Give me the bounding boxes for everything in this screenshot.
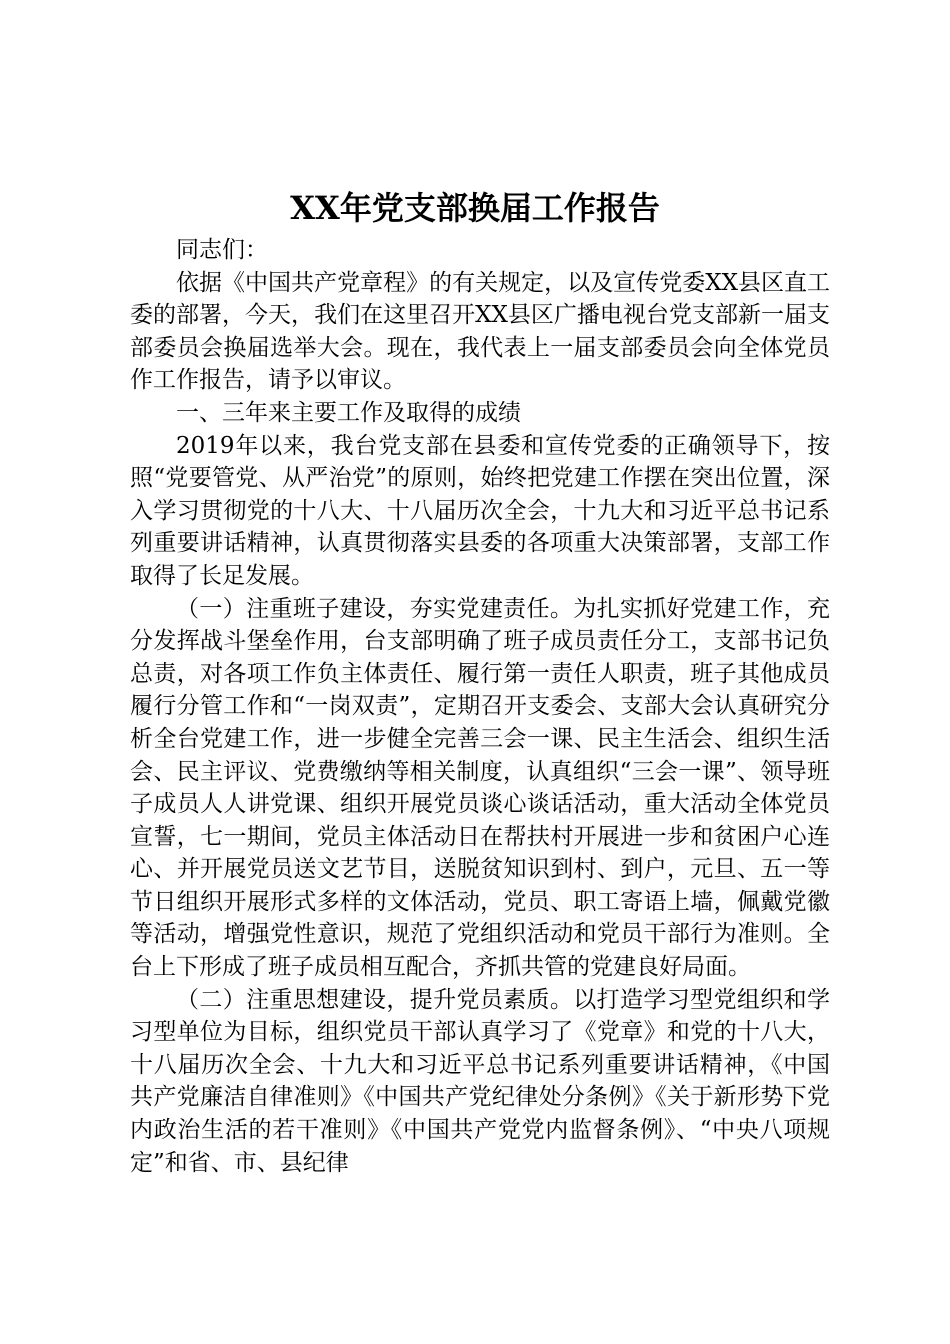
paragraph-intro: 依据《中国共产党章程》的有关规定，以及宣传党委XX县区直工委的部署，今天，我们在这里召开XX县区广播电视台党支部新一届支部委员会换届选举大会。现在，我代表上一届支部委员会向全体党员作工作报告，请予以审议。: [130, 269, 830, 394]
salutation: 同志们：: [176, 237, 268, 263]
section-heading: 一、三年来主要工作及取得的成绩: [176, 399, 521, 426]
paragraph-team-building: （一）注重班子建设，夯实党建责任。为扎实抓好党建工作，充分发挥战斗堡垒作用，台支部明确了班子成员责任分工，支部书记负总责，对各项工作负主体责任、履行第一责任人职责，班子其他成员履行分管工作和“一岗双责”，定期召开支委会、支部大会认真研究分析全台党建工作，进一步健全完善三会一课、民主生活会、组织生活会、民主评议、党费缴纳等相关制度，认真组织“三会一课”、领导班子成员人人讲党课、组织开展党员谈心谈话活动，重大活动全体党员宣誓，七一期间，党员主体活动日在帮扶村开展进一步和贫困户心连心、并开展党员送文艺节目，送脱贫知识到村、到户，元旦、五一等节日组织开展形式多样的文体活动，党员、职工寄语上墙，佩戴党徽等活动，增强党性意识，规范了党组织活动和党员干部行为准则。全台上下形成了班子成员相互配合，齐抓共管的党建良好局面。: [130, 595, 830, 981]
paragraph-ideology-building: （二）注重思想建设，提升党员素质。以打造学习型党组织和学习型单位为目标，组织党员干部认真学习了《党章》和党的十八大，十八届历次全会、十九大和习近平总书记系列重要讲话精神，《中国共产党廉洁自律准则》《中国共产党纪律处分条例》《关于新形势下党内政治生活的若干准则》《中国共产党党内监督条例》、“中央八项规定”和省、市、县纪律: [130, 986, 830, 1176]
document-body: [130, 234, 830, 1179]
paragraph-overview: 2019年以来，我台党支部在县委和宣传党委的正确领导下，按照“党要管党、从严治党”的原则，始终把党建工作摆在突出位置，深入学习贯彻党的十八大、十八届历次全会，十九大和习近平总书记系列重要讲话精神，认真贯彻落实县委的各项重大决策部署，支部工作取得了长足发展。: [130, 432, 830, 589]
document-title: XX年党支部换届工作报告: [290, 189, 660, 227]
